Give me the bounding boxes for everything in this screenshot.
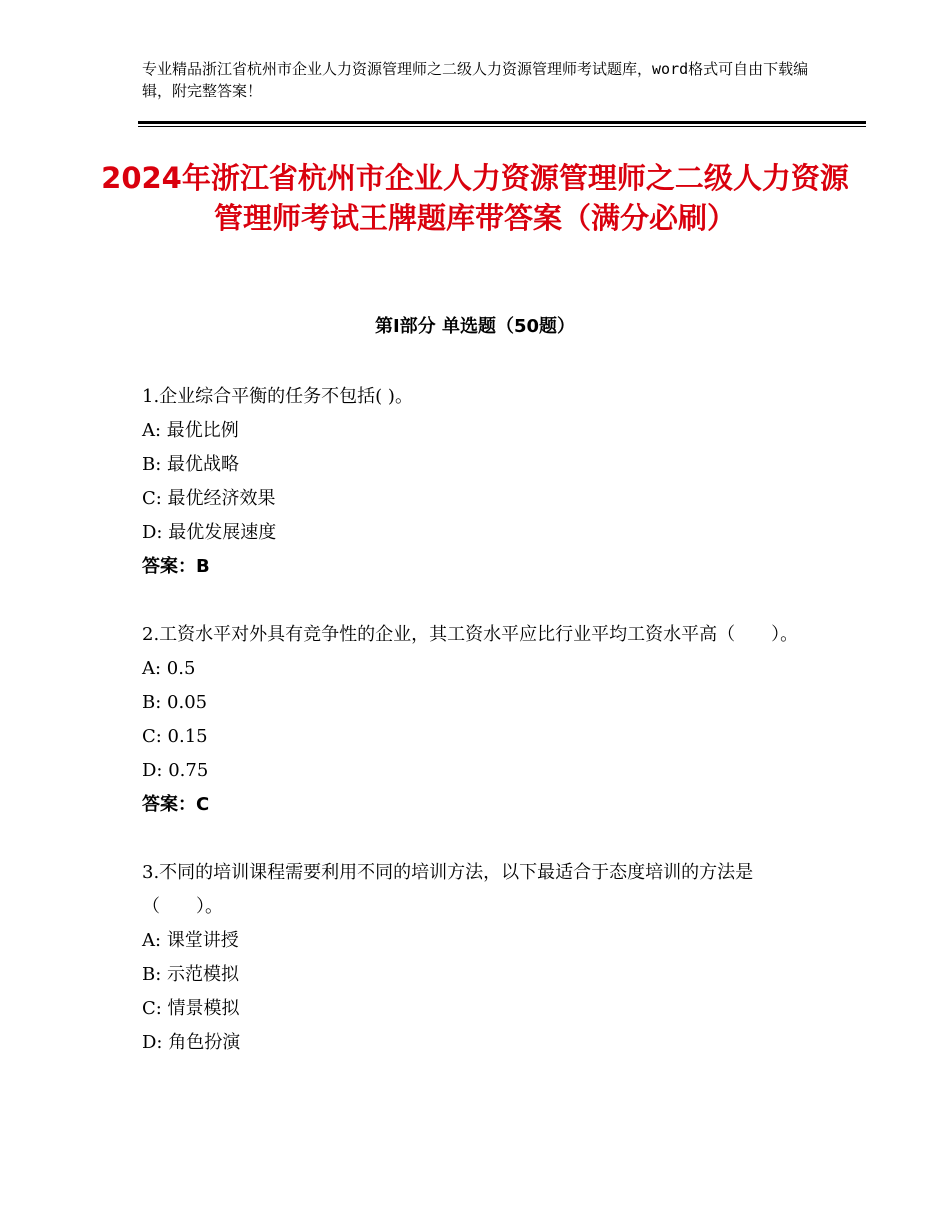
question-stem: 2.工资水平对外具有竞争性的企业，其工资水平应比行业平均工资水平高（ ）。 xyxy=(142,624,799,645)
header-rule-thick xyxy=(138,121,866,124)
option-d: D: 0.75 xyxy=(142,760,209,781)
question-stem: 3.不同的培训课程需要利用不同的培训方法，以下最适合于态度培训的方法是（ ）。 xyxy=(142,862,754,917)
question-2 xyxy=(142,618,812,822)
option-b: B: 示范模拟 xyxy=(142,964,240,985)
option-b: B: 最优战略 xyxy=(142,454,240,475)
question-1 xyxy=(142,380,812,584)
option-a: A: 0.5 xyxy=(142,658,196,679)
answer: 答案：B xyxy=(142,556,210,577)
document-title: 2024年浙江省杭州市企业人力资源管理师之二级人力资源管理师考试王牌题库带答案（满分必刷） xyxy=(101,161,849,235)
answer: 答案：C xyxy=(142,794,210,815)
option-d: D: 角色扮演 xyxy=(142,1032,241,1053)
option-c: C: 情景模拟 xyxy=(142,998,240,1019)
question-stem: 1.企业综合平衡的任务不包括( )。 xyxy=(142,386,413,407)
header-rule-thin xyxy=(138,126,866,127)
question-3 xyxy=(142,856,812,1060)
section-title: 第Ⅰ部分 单选题（50题） xyxy=(374,316,575,337)
header-note: 专业精品浙江省杭州市企业人力资源管理师之二级人力资源管理师考试题库，word格式可自由下载编辑，附完整答案！ xyxy=(142,60,809,100)
option-a: A: 最优比例 xyxy=(142,420,239,441)
question-list xyxy=(142,380,812,1094)
option-b: B: 0.05 xyxy=(142,692,208,713)
option-c: C: 最优经济效果 xyxy=(142,488,276,509)
option-d: D: 最优发展速度 xyxy=(142,522,277,543)
option-c: C: 0.15 xyxy=(142,726,208,747)
option-a: A: 课堂讲授 xyxy=(142,930,239,951)
